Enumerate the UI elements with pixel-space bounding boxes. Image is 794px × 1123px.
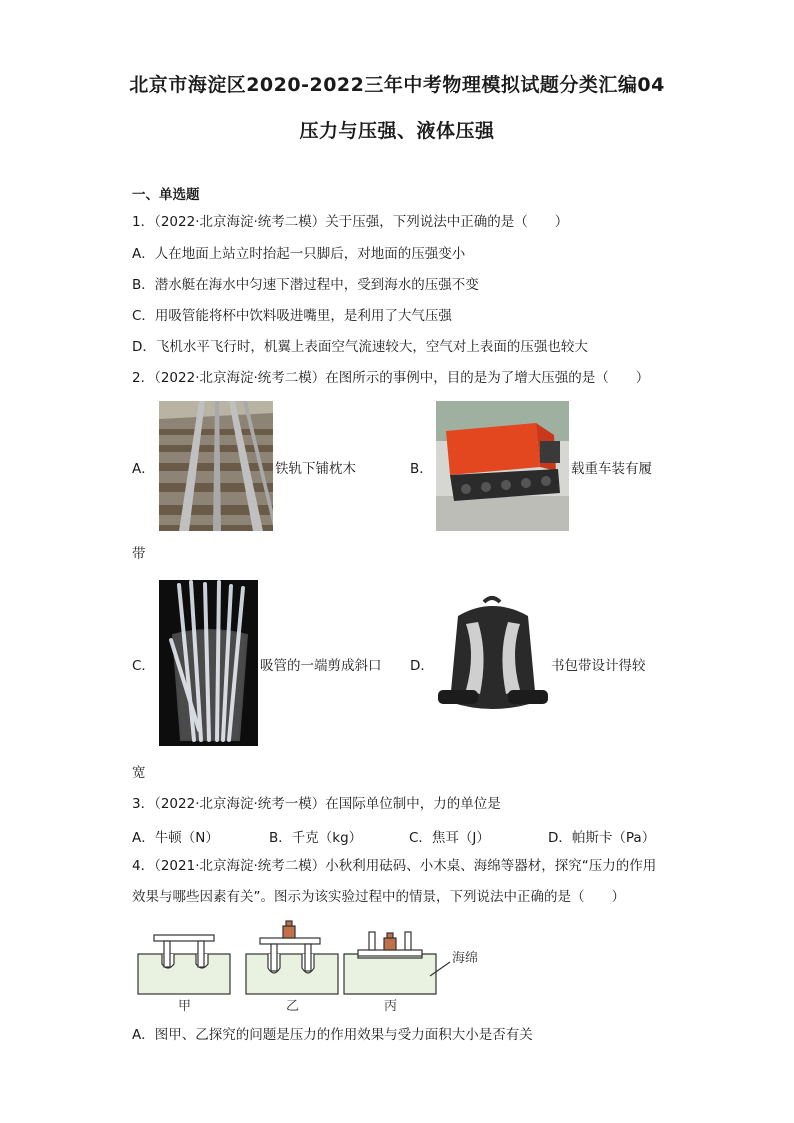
q2-option-a-caption: 铁轨下铺枕木 xyxy=(275,461,356,477)
sponge-jia xyxy=(138,954,230,994)
straws-image xyxy=(159,580,258,746)
sponge-yi xyxy=(246,954,338,994)
q1-option-c: C．用吸管能将杯中饮料吸进嘴里，是利用了大气压强 xyxy=(132,308,452,324)
q4-stem-line2: 效果与哪些因素有关”。图示为该实验过程中的情景，下列说法中正确的是（ ） xyxy=(132,889,625,905)
backpack-image xyxy=(436,594,549,724)
weight-bing xyxy=(384,938,396,950)
q3-option-b: B．千克（kg） xyxy=(269,830,363,846)
q1-stem: 1．（2022·北京海淀·统考二模）关于压强，下列说法中正确的是（ ） xyxy=(132,214,569,230)
q3-stem: 3．（2022·北京海淀·统考一模）在国际单位制中，力的单位是 xyxy=(132,796,501,812)
fig-label-jia: 甲 xyxy=(178,999,192,1014)
document-title-line2: 压力与压强、液体压强 xyxy=(299,120,495,142)
q1-option-b: B．潜水艇在海水中匀速下潜过程中，受到海水的压强不变 xyxy=(132,277,479,293)
experiment-diagram xyxy=(132,918,492,1018)
table-top-yi xyxy=(260,938,320,944)
q2-option-d-label: D． xyxy=(410,658,434,674)
q4-stem-line1: 4．（2021·北京海淀·统考二模）小秋利用砝码、小木桌、海绵等器材，探究“压力的作用 xyxy=(132,858,657,874)
q2-option-b-label: B． xyxy=(410,461,433,477)
q2-option-b-caption-wrap: 带 xyxy=(132,546,146,562)
document-title-line1: 北京市海淀区2020-2022三年中考物理模拟试题分类汇编04 xyxy=(129,74,665,96)
table-top-bing xyxy=(358,950,422,956)
q2-option-d-caption: 书包带设计得较 xyxy=(551,658,646,674)
q4-option-a: A．图甲、乙探究的问题是压力的作用效果与受力面积大小是否有关 xyxy=(132,1027,533,1043)
q2-option-c-caption: 吸管的一端剪成斜口 xyxy=(260,658,382,674)
q2-option-c-label: C． xyxy=(132,658,155,674)
weight-yi xyxy=(283,926,295,938)
railway-track-image xyxy=(159,401,273,531)
q3-option-c: C．焦耳（J） xyxy=(409,830,490,846)
q3-option-d: D．帕斯卡（Pa） xyxy=(548,830,656,846)
q1-option-a: A．人在地面上站立时抬起一只脚后，对地面的压强变小 xyxy=(132,246,466,262)
fig-label-bing: 丙 xyxy=(384,999,398,1014)
q4-experiment-figure xyxy=(132,918,492,1018)
q1-option-d: D．飞机水平飞行时，机翼上表面空气流速较大，空气对上表面的压强也较大 xyxy=(132,339,588,355)
table-top-jia xyxy=(154,935,214,941)
q2-option-b-caption: 载重车装有履 xyxy=(571,461,652,477)
section-heading: 一、单选题 xyxy=(132,187,200,203)
tracked-truck-image xyxy=(436,401,569,531)
q2-option-d-caption-wrap: 宽 xyxy=(132,765,146,781)
q2-option-a-label: A． xyxy=(132,461,155,477)
sponge-label: 海绵 xyxy=(452,951,479,966)
sponge-bing xyxy=(344,954,436,994)
fig-label-yi: 乙 xyxy=(286,999,300,1014)
q3-option-a: A．牛顿（N） xyxy=(132,830,219,846)
q2-stem: 2．（2022·北京海淀·统考二模）在图所示的事例中，目的是为了增大压强的是（ ） xyxy=(132,370,650,386)
